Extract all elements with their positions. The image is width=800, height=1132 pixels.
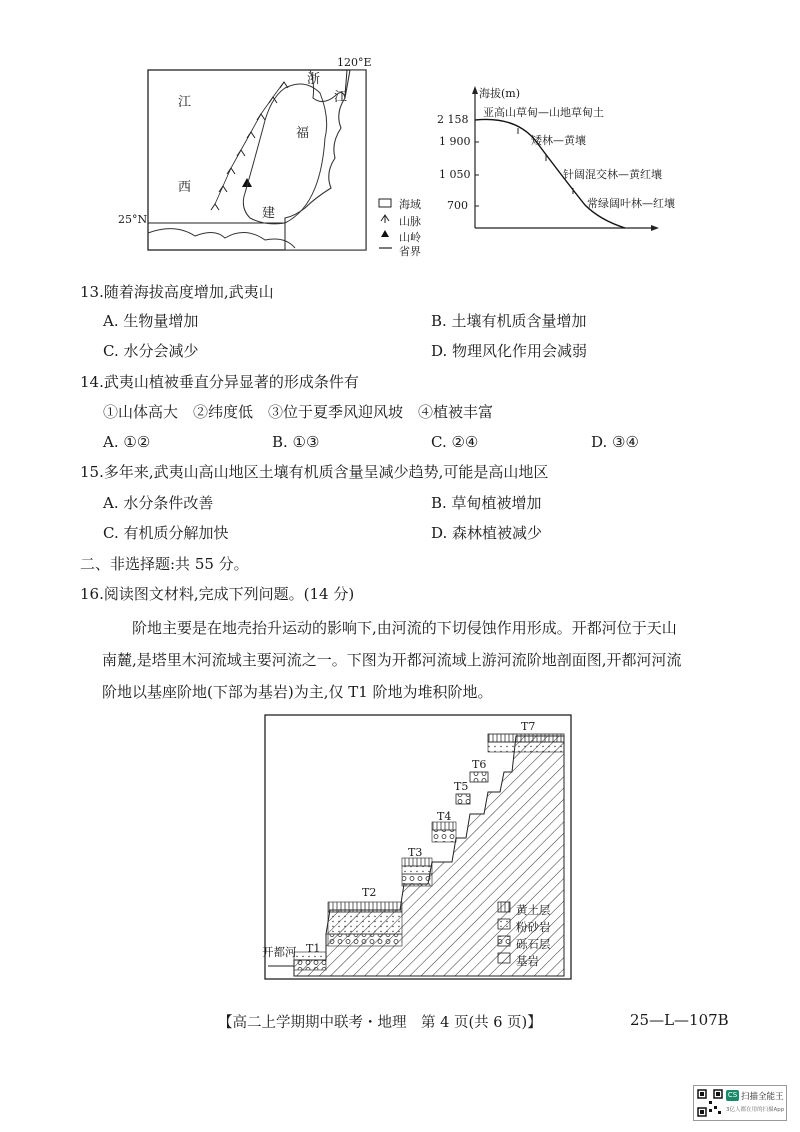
zone-label-evergreen: 常绿阔叶林—红壤 bbox=[587, 197, 675, 210]
q16-number: 16. bbox=[80, 585, 104, 603]
province-xi: 西 bbox=[178, 180, 192, 195]
terrace-profile bbox=[264, 714, 574, 982]
page-footer-code: 25—L—107B bbox=[630, 1011, 729, 1029]
lat-label: 25°N bbox=[118, 213, 148, 226]
q13-text: 随着海拔高度增加,武夷山 bbox=[103, 283, 274, 301]
question-15-stem bbox=[80, 462, 548, 482]
legend-label-boundary: 省界 bbox=[399, 245, 421, 258]
legend-siltstone-swatch bbox=[498, 919, 510, 929]
camscanner-logo-icon: CS bbox=[727, 1091, 738, 1099]
terrace-label-t6: T6 bbox=[472, 758, 487, 771]
scanner-app-name: 扫描全能王 bbox=[741, 1092, 784, 1102]
province-fu: 福 bbox=[296, 126, 310, 141]
peak-triangle bbox=[381, 230, 389, 237]
zone-label-dwarf-forest: 矮林—黄壤 bbox=[531, 134, 586, 147]
legend-label-peak: 山岭 bbox=[399, 231, 421, 244]
sea-area-swatch bbox=[379, 199, 391, 207]
question-13-stem bbox=[80, 282, 274, 302]
q16-text: 阅读图文材料,完成下列问题。(14 分) bbox=[103, 585, 355, 603]
q14-number: 14. bbox=[80, 373, 104, 391]
scanner-app-subtitle: 3亿人都在用的扫描App bbox=[726, 1107, 785, 1113]
legend-gravel-swatch bbox=[498, 936, 510, 946]
terrace-label-t5: T5 bbox=[454, 780, 469, 793]
section-2-heading: 二、非选择题:共 55 分。 bbox=[80, 555, 249, 573]
lon-label: 120°E bbox=[337, 56, 372, 69]
q15-option-b[interactable]: B. 草甸植被增加 bbox=[431, 494, 542, 512]
legend-loess-swatch bbox=[498, 902, 510, 912]
legend-label-gravel: 砾石层 bbox=[516, 937, 551, 951]
legend-bedrock-swatch bbox=[498, 953, 510, 963]
terrace-label-t4: T4 bbox=[437, 810, 452, 823]
page-footer-title: 【高二上学期期中联考・地理 第 4 页(共 6 页)】 bbox=[218, 1015, 542, 1031]
zone-label-mixed-forest: 针阔混交林—黄红壤 bbox=[563, 168, 662, 181]
province-jiang: 江 bbox=[178, 95, 192, 110]
q15-number: 15. bbox=[80, 463, 104, 481]
q14-text: 武夷山植被垂直分异显著的形成条件有 bbox=[103, 373, 359, 391]
legend-label-siltstone: 粉砂岩 bbox=[516, 920, 551, 934]
question-14-stem bbox=[80, 372, 359, 392]
altitude-profile bbox=[435, 80, 675, 240]
q15-option-a[interactable]: A. 水分条件改善 bbox=[103, 494, 214, 512]
legend-label-sea: 海域 bbox=[399, 198, 421, 211]
legend-label-bedrock: 基岩 bbox=[516, 954, 539, 968]
profile-tick-700: 700 bbox=[447, 199, 468, 212]
scanner-watermark bbox=[693, 1085, 787, 1121]
legend-label-range: 山脉 bbox=[399, 215, 421, 228]
q15-option-c[interactable]: C. 有机质分解加快 bbox=[103, 524, 229, 542]
profile-y-label: 海拔(m) bbox=[479, 87, 521, 100]
q14-items: ①山体高大 ②纬度低 ③位于夏季风迎风坡 ④植被丰富 bbox=[103, 403, 494, 421]
profile-tick-1900: 1 900 bbox=[439, 135, 471, 148]
q13-option-a[interactable]: A. 生物量增加 bbox=[103, 312, 199, 330]
q16-para-line-3: 阶地以基座阶地(下部为基岩)为主,仅 T1 阶地为堆积阶地。 bbox=[102, 683, 493, 701]
q14-option-a[interactable]: A. ①② bbox=[103, 433, 151, 451]
terrace-label-t2: T2 bbox=[362, 886, 377, 899]
terrace-label-t7: T7 bbox=[521, 720, 536, 733]
province-jiang-zj: 江 bbox=[334, 90, 348, 105]
q16-para-line-1: 阶地主要是在地壳抬升运动的影响下,由河流的下切侵蚀作用形成。开都河位于天山 bbox=[132, 619, 677, 637]
mountain-range-symbol bbox=[381, 215, 389, 223]
province-jian: 建 bbox=[262, 206, 276, 221]
q14-option-c[interactable]: C. ②④ bbox=[431, 433, 479, 451]
profile-tick-2158: 2 158 bbox=[437, 113, 469, 126]
q14-option-d[interactable]: D. ③④ bbox=[591, 433, 639, 451]
river-label: 开都河 bbox=[262, 945, 297, 959]
profile-tick-1050: 1 050 bbox=[439, 168, 471, 181]
q13-option-d[interactable]: D. 物理风化作用会减弱 bbox=[431, 342, 588, 360]
q13-number: 13. bbox=[80, 283, 104, 301]
q15-text: 多年来,武夷山高山地区土壤有机质含量呈减少趋势,可能是高山地区 bbox=[103, 463, 549, 481]
legend-label-loess: 黄土层 bbox=[516, 903, 551, 917]
fujian-map bbox=[118, 56, 445, 263]
q15-option-d[interactable]: D. 森林植被减少 bbox=[431, 524, 543, 542]
terrace-label-t3: T3 bbox=[408, 846, 423, 859]
q13-option-b[interactable]: B. 土壤有机质含量增加 bbox=[431, 312, 587, 330]
question-16-stem bbox=[80, 584, 354, 604]
terrace-label-t1: T1 bbox=[306, 942, 321, 955]
qr-code-icon bbox=[697, 1089, 723, 1117]
q13-option-c[interactable]: C. 水分会减少 bbox=[103, 342, 199, 360]
q16-para-line-2: 南麓,是塔里木河流域主要河流之一。下图为开都河流域上游河流阶地剖面图,开都河河流 bbox=[102, 651, 682, 669]
zone-label-meadow: 亚高山草甸—山地草甸土 bbox=[483, 106, 604, 119]
q14-option-b[interactable]: B. ①③ bbox=[272, 433, 320, 451]
province-zhe: 浙 bbox=[307, 72, 321, 87]
